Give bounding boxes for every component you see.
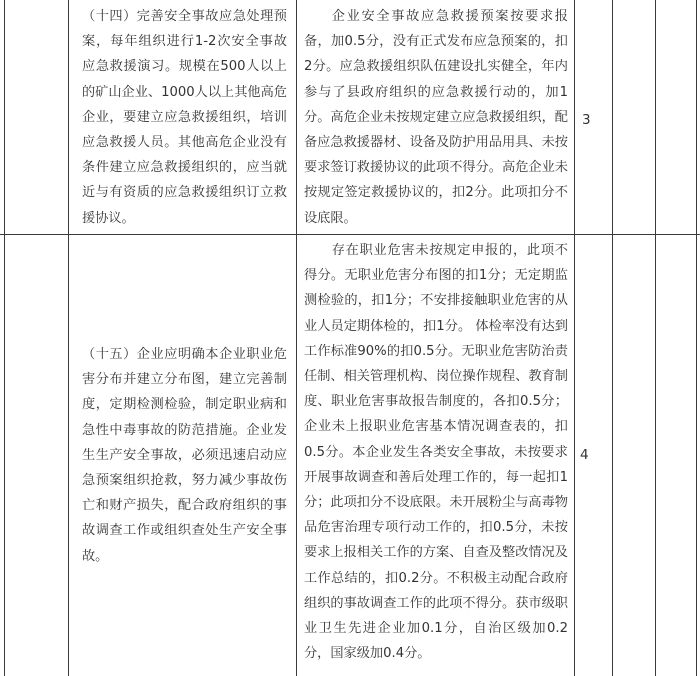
table-border-left: [4, 0, 5, 676]
column-divider: [68, 0, 69, 676]
column-divider: [655, 0, 656, 676]
row-divider: [0, 234, 700, 235]
scoring-criteria-cell: 企业安全事故应急救援预案按要求报备，加0.5分，没有正式发布应急预案的，扣2分。应急救援组织队伍建设扎实健全，年内参与了县政府组织的应急救援行动的，加1分。高危企业未按规定建立应急救援组织，配备应急救援器材、设备及防护用品用具、未按要求签订救援协议的此项不得分。高危企业未按规定签定救援协议的，扣2分。此项扣分不设底限。: [304, 9, 568, 226]
points-cell: 4: [580, 447, 589, 463]
requirement-cell: （十五）企业应明确本企业职业危害分布并建立分布图，建立完善制度，定期检测检验，制定职业病和急性中毒事故的防范措施。企业发生生产安全事故，必须迅速启动应急预案组织抢救，努力减少事故伤亡和财产损失，配合政府组织的事故调查工作或组织查处生产安全事故。: [82, 347, 287, 564]
scoring-criteria-cell: 存在职业危害未按规定申报的，此项不得分。无职业危害分布图的扣1分；无定期监测检验的，扣1分；不安排接触职业危害的从业人员定期体检的，扣1分。 体检率没有达到工作标准90%的扣0.5分。无职业危害防治责任制、相关管理机构、岗位操作规程、教育制度、职业危害事故报告制度的，各扣0.5分；企业未上报职业危害基本情况调查表的，扣0.5分。本企业发生各类安全事故，未按要求开展事故调查和善后处理工作的，每一起扣1分；此项扣分不设底限。未开展粉尘与高毒物品危害治理专项行动工作的，扣0.5分，未按要求上报相关工作的方案、自查及整改情况及工作总结的，扣0.2分。不积极主动配合政府组织的事故调查工作的此项不得分。获市级职业卫生先进企业加0.1分，自治区级加0.2分，国家级加0.4分。: [304, 243, 568, 662]
table-border-right: [696, 0, 697, 676]
column-divider: [612, 0, 613, 676]
column-divider: [574, 0, 575, 676]
column-divider: [296, 0, 297, 676]
points-cell: 3: [582, 112, 591, 128]
requirement-cell: （十四）完善安全事故应急处理预案，每年组织进行1-2次安全事故应急救援演习。规模在500人以上的矿山企业、1000人以上其他高危企业，要建立应急救援组织，培训应急救援人员。其他高危企业没有条件建立应急救援组织的，应当就近与有资质的应急救援组织订立救援协议。: [82, 9, 287, 226]
